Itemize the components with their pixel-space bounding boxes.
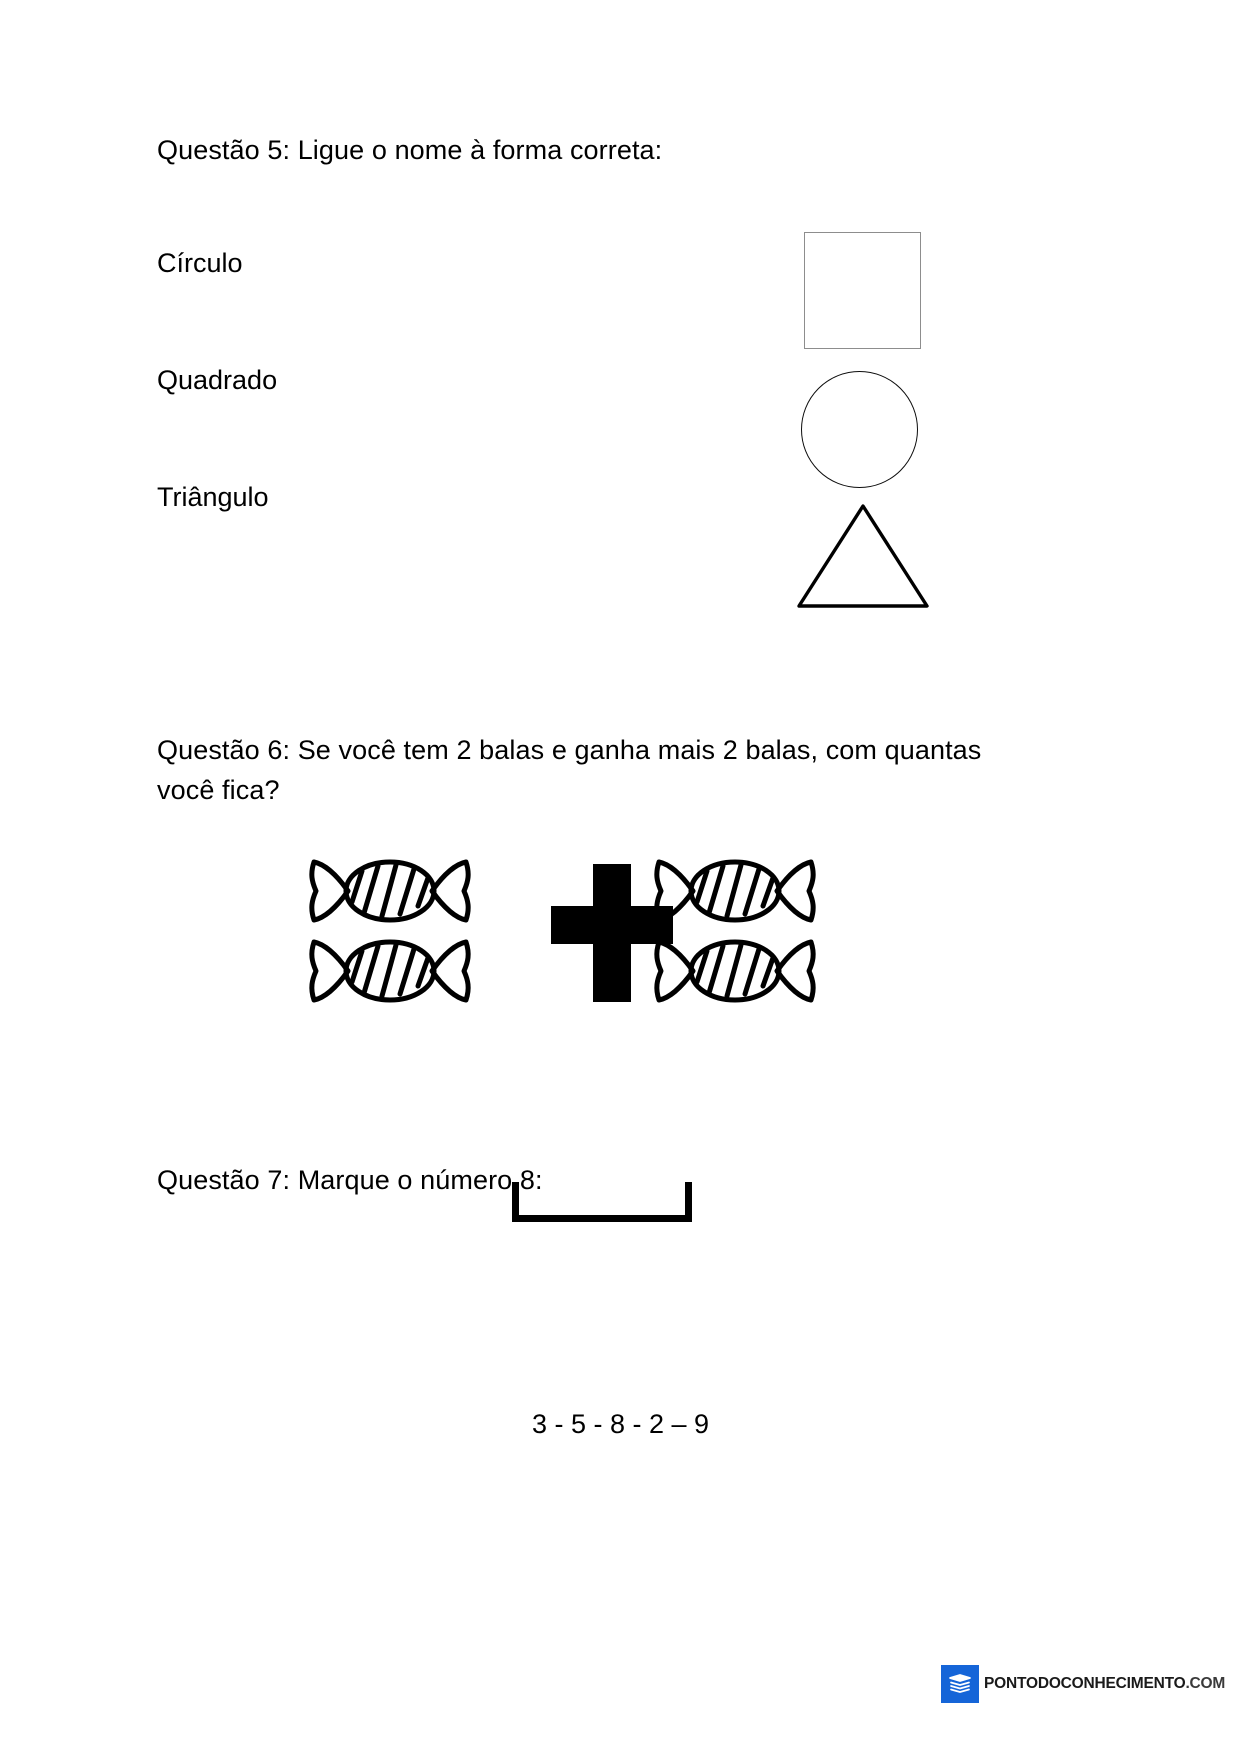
triangle-shape-icon[interactable] [793, 500, 933, 612]
candy-icon [635, 932, 835, 1010]
shape-label-triangulo[interactable]: Triângulo [157, 482, 269, 512]
candy-icon [290, 932, 490, 1010]
book-icon [941, 1665, 979, 1703]
question-6-prompt: Questão 6: Se você tem 2 balas e ganha mais 2 balas, com quantas você fica? [157, 735, 989, 805]
watermark-brand: PONTODOCONHECIMENTO [984, 1675, 1186, 1692]
shape-label-quadrado[interactable]: Quadrado [157, 365, 278, 395]
site-watermark[interactable] [941, 1665, 1225, 1703]
candy-icon [635, 852, 835, 930]
circle-shape-icon[interactable] [801, 371, 918, 488]
candy-icon [290, 852, 490, 930]
watermark-label [979, 1675, 1225, 1693]
square-shape-icon[interactable] [804, 232, 921, 349]
watermark-suffix: .COM [1185, 1675, 1226, 1692]
question-7-prompt: Questão 7: Marque o número 8: [157, 1165, 543, 1195]
question-7-number-sequence[interactable]: 3 - 5 - 8 - 2 – 9 [531, 1409, 710, 1439]
shape-label-circulo[interactable]: Círculo [157, 248, 243, 278]
candy-addition-illustration [290, 852, 890, 1012]
question-5-prompt: Questão 5: Ligue o nome à forma correta: [157, 135, 663, 165]
